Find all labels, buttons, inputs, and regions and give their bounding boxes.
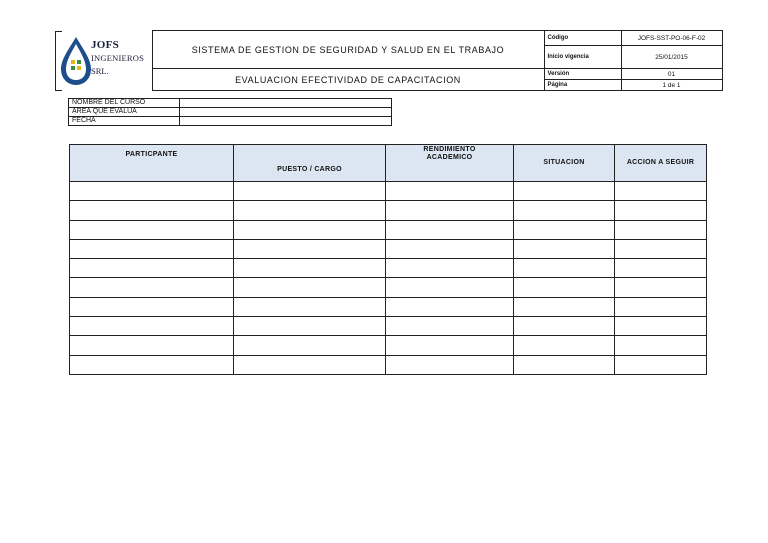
company-line2: INGENIEROS [91, 52, 144, 63]
info-row-area [69, 108, 392, 117]
form-title: EVALUACION EFECTIVIDAD DE CAPACITACION [152, 69, 544, 91]
position-cell[interactable] [234, 355, 386, 374]
performance-cell[interactable] [386, 355, 514, 374]
participant-cell[interactable] [70, 220, 234, 239]
meta-value-page: 1 de 1 [621, 80, 722, 91]
info-label-date: FECHA [69, 117, 180, 126]
participant-cell[interactable] [70, 239, 234, 258]
company-name: JOFS [91, 38, 120, 51]
situation-cell[interactable] [514, 182, 615, 201]
system-title: SISTEMA DE GESTION DE SEGURIDAD Y SALUD EN EL TRABAJO [152, 31, 544, 69]
performance-cell[interactable] [386, 239, 514, 258]
performance-cell[interactable] [386, 317, 514, 336]
performance-cell[interactable] [386, 182, 514, 201]
company-line3: SRL. [91, 65, 109, 76]
performance-cell[interactable] [386, 297, 514, 316]
position-cell[interactable] [234, 259, 386, 278]
meta-label-code: Código [544, 31, 621, 46]
column-header-performance: RENDIMIENTO ACADEMICO [386, 145, 514, 182]
participant-cell[interactable] [70, 259, 234, 278]
situation-cell[interactable] [514, 259, 615, 278]
table-row [70, 201, 707, 220]
evaluation-table [69, 144, 706, 375]
performance-cell[interactable] [386, 336, 514, 355]
participant-cell[interactable] [70, 278, 234, 297]
situation-cell[interactable] [514, 297, 615, 316]
meta-label-version: Versión [544, 69, 621, 80]
table-row [70, 239, 707, 258]
meta-value-start: 25/01/2015 [621, 46, 722, 69]
table-row [70, 259, 707, 278]
table-row [70, 182, 707, 201]
participant-cell[interactable] [70, 201, 234, 220]
participant-cell[interactable] [70, 336, 234, 355]
situation-cell[interactable] [514, 278, 615, 297]
action-cell[interactable] [615, 259, 707, 278]
table-row [70, 278, 707, 297]
table-row [70, 355, 707, 374]
table-row [70, 336, 707, 355]
meta-label-start: Inicio vigencia [544, 46, 621, 69]
column-header-situation: SITUACION [514, 145, 615, 182]
info-row-date [69, 117, 392, 126]
table-row [70, 317, 707, 336]
drop-logo-icon [59, 35, 93, 87]
situation-cell[interactable] [514, 239, 615, 258]
position-cell[interactable] [234, 182, 386, 201]
info-row-course [69, 99, 392, 108]
action-cell[interactable] [615, 182, 707, 201]
table-row [70, 220, 707, 239]
situation-cell[interactable] [514, 220, 615, 239]
position-cell[interactable] [234, 239, 386, 258]
position-cell[interactable] [234, 336, 386, 355]
position-cell[interactable] [234, 317, 386, 336]
performance-cell[interactable] [386, 278, 514, 297]
situation-cell[interactable] [514, 355, 615, 374]
meta-value-code: JOFS-SST-PO-06-F-02 [621, 31, 722, 46]
action-cell[interactable] [615, 355, 707, 374]
participant-cell[interactable] [70, 317, 234, 336]
evaluating-area-field[interactable] [180, 108, 392, 117]
table-row [70, 297, 707, 316]
meta-label-page: Página [544, 80, 621, 91]
position-cell[interactable] [234, 297, 386, 316]
course-info-block [68, 98, 392, 126]
column-header-participant: PARTICPANTE [70, 145, 234, 182]
participant-cell[interactable] [70, 355, 234, 374]
meta-value-version: 01 [621, 69, 722, 80]
action-cell[interactable] [615, 239, 707, 258]
info-label-area: AREA QUE EVALUA [69, 108, 180, 117]
performance-cell[interactable] [386, 220, 514, 239]
column-header-position: PUESTO / CARGO [234, 145, 386, 182]
column-header-action: ACCION A SEGUIR [615, 145, 707, 182]
info-label-course: NOMBRE DEL CURSO [69, 99, 180, 108]
position-cell[interactable] [234, 201, 386, 220]
date-field[interactable] [180, 117, 392, 126]
action-cell[interactable] [615, 297, 707, 316]
position-cell[interactable] [234, 220, 386, 239]
document-header [55, 30, 722, 90]
position-cell[interactable] [234, 278, 386, 297]
action-cell[interactable] [615, 317, 707, 336]
company-logo [55, 31, 152, 91]
action-cell[interactable] [615, 278, 707, 297]
situation-cell[interactable] [514, 201, 615, 220]
performance-cell[interactable] [386, 259, 514, 278]
participant-cell[interactable] [70, 182, 234, 201]
course-name-field[interactable] [180, 99, 392, 108]
action-cell[interactable] [615, 220, 707, 239]
evaluation-table-body [70, 182, 707, 375]
situation-cell[interactable] [514, 336, 615, 355]
situation-cell[interactable] [514, 317, 615, 336]
action-cell[interactable] [615, 336, 707, 355]
participant-cell[interactable] [70, 297, 234, 316]
performance-cell[interactable] [386, 201, 514, 220]
action-cell[interactable] [615, 201, 707, 220]
